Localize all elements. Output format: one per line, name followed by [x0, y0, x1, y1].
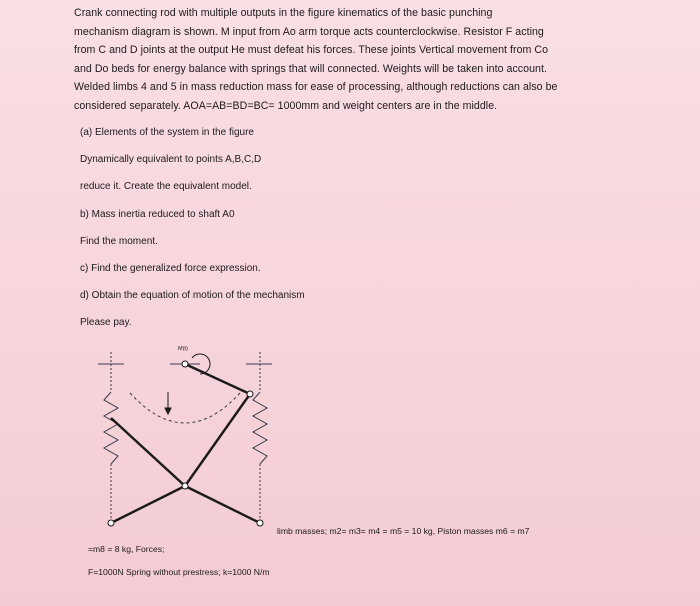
crank-path — [130, 393, 240, 423]
link-bc — [111, 486, 185, 523]
force-arrow-head — [165, 408, 171, 414]
problem-statement — [74, 4, 654, 116]
torque-label: M(t) — [178, 346, 188, 352]
problem-line: Welded limbs 4 and 5 in mass reduction mass for ease of processing, although reductions can also be — [74, 81, 558, 94]
question-d: d) Obtain the equation of motion of the mechanism — [80, 290, 305, 301]
question-c: c) Find the generalized force expression. — [80, 263, 261, 274]
right-spring — [253, 392, 267, 464]
question-a-cont: reduce it. Create the equivalent model. — [80, 181, 252, 192]
problem-line: Crank connecting rod with multiple outputs in the figure kinematics of the basic punching — [74, 7, 493, 19]
coupler-link — [185, 394, 250, 486]
joint-d — [257, 520, 263, 526]
question-b-cont: Find the moment. — [80, 236, 158, 247]
problem-line: mechanism diagram is shown. M input from Ao arm torque acts counterclockwise. Resistor F acting — [74, 25, 544, 38]
masses-line-3: F=1000N Spring without prestress; k=1000 N/m — [88, 567, 270, 577]
left-spring — [104, 392, 118, 464]
problem-line: considered separately. AOA=AB=BD=BC= 1000mm and weight centers are in the middle. — [74, 99, 498, 112]
crank-link — [185, 364, 250, 394]
question-a: (a) Elements of the system in the figure — [80, 127, 254, 138]
link-bd — [185, 486, 260, 523]
question-note: Please pay. — [80, 317, 132, 328]
mechanism-diagram — [90, 338, 280, 538]
problem-line: from C and D joints at the output He must defeat his forces. These joints Vertical movement from Co — [74, 44, 549, 57]
link-left-upper — [111, 418, 185, 486]
question-a-cont: Dynamically equivalent to points A,B,C,D — [80, 154, 262, 165]
masses-line-2: =m8 = 8 kg, Forces; — [88, 544, 165, 554]
joint-c — [108, 520, 114, 526]
joint-b — [182, 483, 188, 489]
masses-line-1: limb masses; m2= m3= m4 = m5 = 10 kg, Piston masses m6 = m7 — [277, 526, 530, 536]
joint-a0 — [182, 361, 188, 367]
joint-a — [247, 391, 253, 397]
question-b: b) Mass inertia reduced to shaft A0 — [80, 209, 235, 220]
problem-line: and Do beds for energy balance with springs that will connected. Weights will be taken into account. — [74, 62, 547, 75]
